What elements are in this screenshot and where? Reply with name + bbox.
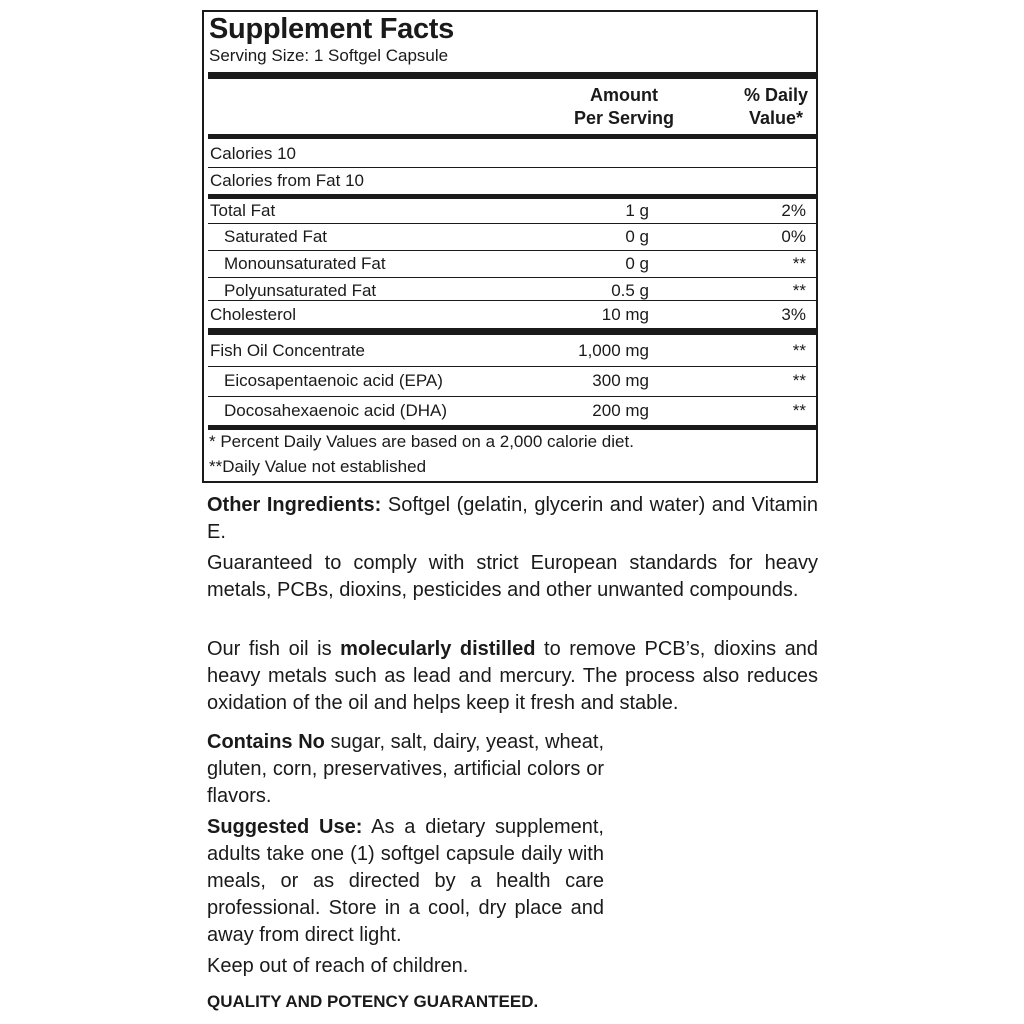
other-ingredients-text: Softgel (gelatin, glycerin and water) and Vitamin E. [207, 494, 818, 543]
nutrient-name: Fish Oil Concentrate [210, 341, 365, 360]
nutrient-name: Saturated Fat [224, 227, 328, 246]
calories-row [208, 140, 816, 167]
nutrient-daily-value: ** [792, 341, 806, 360]
nutrient-amount: 1 g [625, 201, 649, 220]
supplement-facts-panel [202, 10, 818, 483]
nutrient-row-monounsaturated-fat [208, 250, 816, 277]
quality-statement: QUALITY AND POTENCY GUARANTEED. [207, 992, 539, 1011]
nutrient-amount: 0 g [625, 227, 649, 246]
nutrient-row-saturated-fat [208, 223, 816, 250]
rule-thick-bottom [208, 425, 816, 430]
nutrient-name: Monounsaturated Fat [224, 254, 386, 273]
footnote-percent-dv: * Percent Daily Values are based on a 2,000 calorie diet. [209, 432, 634, 451]
distillation-text-end: to remove PCB’s, dioxins and heavy metals such as lead and mercury. The process also reduces oxidation of the oil and helps keep it fresh and stable. [207, 638, 818, 714]
distillation-emphasis: molecularly distilled [340, 638, 536, 660]
contains-no-text: sugar, salt, dairy, yeast, wheat, gluten, corn, preservatives, artificial colors or flavors. [207, 731, 604, 807]
nutrient-daily-value: ** [792, 371, 806, 390]
nutrient-amount: 200 mg [592, 401, 649, 420]
contains-no [207, 729, 604, 810]
nutrient-row-cholesterol [208, 301, 816, 328]
suggested-use-label: Suggested Use: [207, 816, 363, 838]
other-ingredients-label: Other Ingredients: [207, 494, 382, 516]
distillation-text-start: Our fish oil is [207, 638, 341, 660]
nutrient-daily-value: ** [792, 281, 806, 300]
rule-thick-lower [208, 328, 816, 335]
nutrient-row-fish-oil [208, 337, 816, 364]
nutrient-row-epa [208, 367, 816, 394]
nutrient-name: Cholesterol [210, 305, 296, 324]
header-dv-line2: Value* [748, 108, 804, 128]
keep-out-warning: Keep out of reach of children. [207, 955, 469, 977]
nutrient-row-total-fat [208, 197, 816, 224]
header-daily-value [728, 84, 824, 130]
nutrient-daily-value: 3% [781, 305, 806, 324]
nutrient-daily-value: ** [792, 254, 806, 273]
panel-title: Supplement Facts [209, 13, 454, 45]
nutrient-daily-value: 2% [781, 201, 806, 220]
nutrient-daily-value: ** [792, 401, 806, 420]
suggested-use [207, 814, 604, 949]
other-ingredients [207, 492, 818, 546]
header-amount-line2: Per Serving [573, 108, 675, 128]
rule-thick-top [208, 72, 816, 79]
nutrient-row-dha [208, 397, 816, 424]
header-amount-line1: Amount [590, 85, 658, 105]
calories-from-fat-row [208, 167, 816, 194]
calories-label: Calories 10 [210, 144, 296, 163]
nutrient-amount: 0 g [625, 254, 649, 273]
footnote-dv-not-established: **Daily Value not established [209, 457, 427, 476]
header-amount [556, 84, 692, 130]
guarantee-text: Guaranteed to comply with strict European standards for heavy metals, PCBs, dioxins, pesticides and other unwanted compounds. [207, 552, 818, 601]
nutrient-amount: 0.5 g [611, 281, 649, 300]
rule-under-header [208, 134, 816, 139]
nutrient-name: Eicosapentaenoic acid (EPA) [224, 371, 443, 390]
nutrient-name: Polyunsaturated Fat [224, 281, 377, 300]
contains-no-label: Contains No [207, 731, 325, 753]
nutrient-amount: 300 mg [592, 371, 649, 390]
calories-from-fat-label: Calories from Fat 10 [210, 171, 364, 190]
suggested-use-text: As a dietary supplement, adults take one (1) softgel capsule daily with meals, or as directed by a health care professional. Store in a cool, dry place and away from direct light. [207, 816, 604, 946]
distillation-text [207, 636, 818, 717]
nutrient-name: Docosahexaenoic acid (DHA) [224, 401, 447, 420]
serving-size: Serving Size: 1 Softgel Capsule [209, 46, 449, 65]
header-dv-line1: % Daily [743, 85, 809, 105]
nutrient-amount: 1,000 mg [578, 341, 649, 360]
nutrient-daily-value: 0% [781, 227, 806, 246]
nutrient-amount: 10 mg [601, 305, 649, 324]
nutrient-name: Total Fat [210, 201, 276, 220]
